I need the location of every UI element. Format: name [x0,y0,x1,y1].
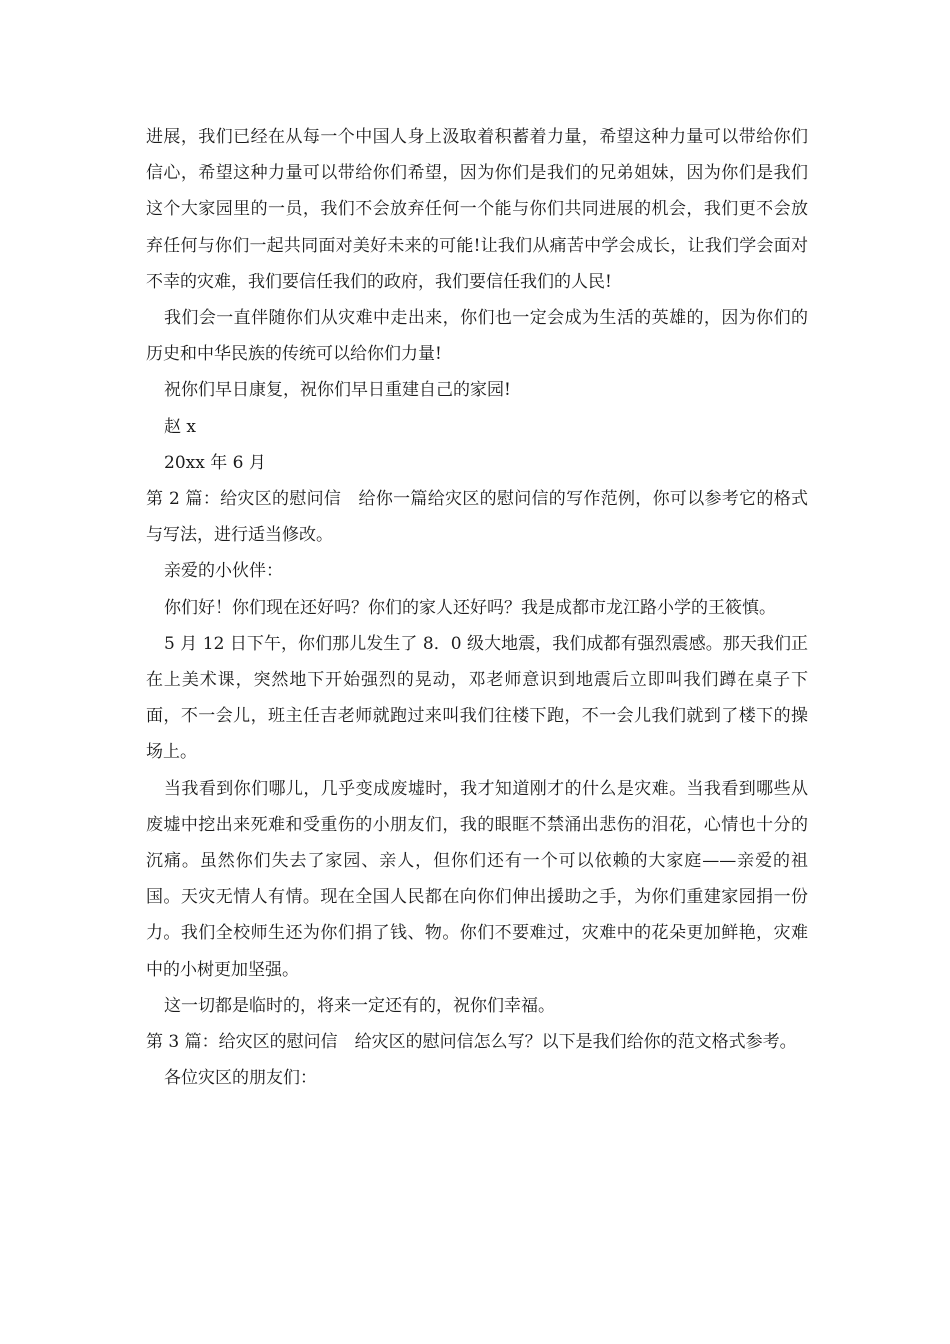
salutation-2: 亲爱的小伙伴： [164,561,283,582]
paragraph-disaster: 当我看到你们哪儿，几乎变成废墟时，我才知道刚才的什么是灾难。当我看到哪些从废墟中挖出来死难和受重伤的小朋友们，我的眼眶不禁涌出悲伤的泪花，心情也十分的沉痛。虽然你们失去了家园、亲人，但你们还有一个可以依赖的大家庭——亲爱的祖国。天灾无情人有情。现在全国人民都在向你们伸出援助之手，为你们重建家园捐一份力。我们全校师生还为你们捐了钱、物。你们不要难过，灾难中的花朵更加鲜艳，灾难中的小树更加坚强。 [146,778,808,980]
paragraph-earthquake: 5 月 12 日下午，你们那儿发生了 8．0 级大地震，我们成都有强烈震感。那天我们正在上美术课，突然地下开始强烈的晃动，邓老师意识到地震后立即叫我们蹲在桌子下面，不一会儿，班主任吉老师就跑过来叫我们往楼下跑，不一会儿我们就到了楼下的操场上。 [146,633,808,763]
paragraph-continuation: 进展，我们已经在从每一个中国人身上汲取着积蓄着力量，希望这种力量可以带给你们信心，希望这种力量可以带给你们希望，因为你们是我们的兄弟姐妹，因为你们是我们这个大家园里的一员，我们不会放弃任何一个能与你们共同进展的机会，我们更不会放弃任何与你们一起共同面对美好未来的可能!让我们从痛苦中学会成长，让我们学会面对不幸的灾难，我们要信任我们的政府，我们要信任我们的人民! [146,127,808,292]
paragraph-greeting: 你们好！你们现在还好吗？你们的家人还好吗？我是成都市龙江路小学的王筱慎。 [164,597,776,618]
paragraph-blessing: 这一切都是临时的，将来一定还有的，祝你们幸福。 [164,995,555,1016]
section-heading-3: 第 3 篇：给灾区的慰问信 给灾区的慰问信怎么写？以下是我们给你的范文格式参考。 [146,1032,797,1053]
section-heading-2: 第 2 篇：给灾区的慰问信 给你一篇给灾区的慰问信的写作范例，你可以参考它的格式与写法，进行适当修改。 [146,489,808,546]
document-page [146,119,808,1096]
paragraph-accompany: 我们会一直伴随你们从灾难中走出来，你们也一定会成为生活的英雄的，因为你们的历史和中华民族的传统可以给你们力量! [146,308,808,365]
signature-date: 20xx 年 6 月 [164,452,266,473]
salutation-3: 各位灾区的朋友们： [164,1068,317,1089]
paragraph-wishes: 祝你们早日康复，祝你们早日重建自己的家园! [164,380,511,401]
signature-name: 赵 x [164,416,196,437]
